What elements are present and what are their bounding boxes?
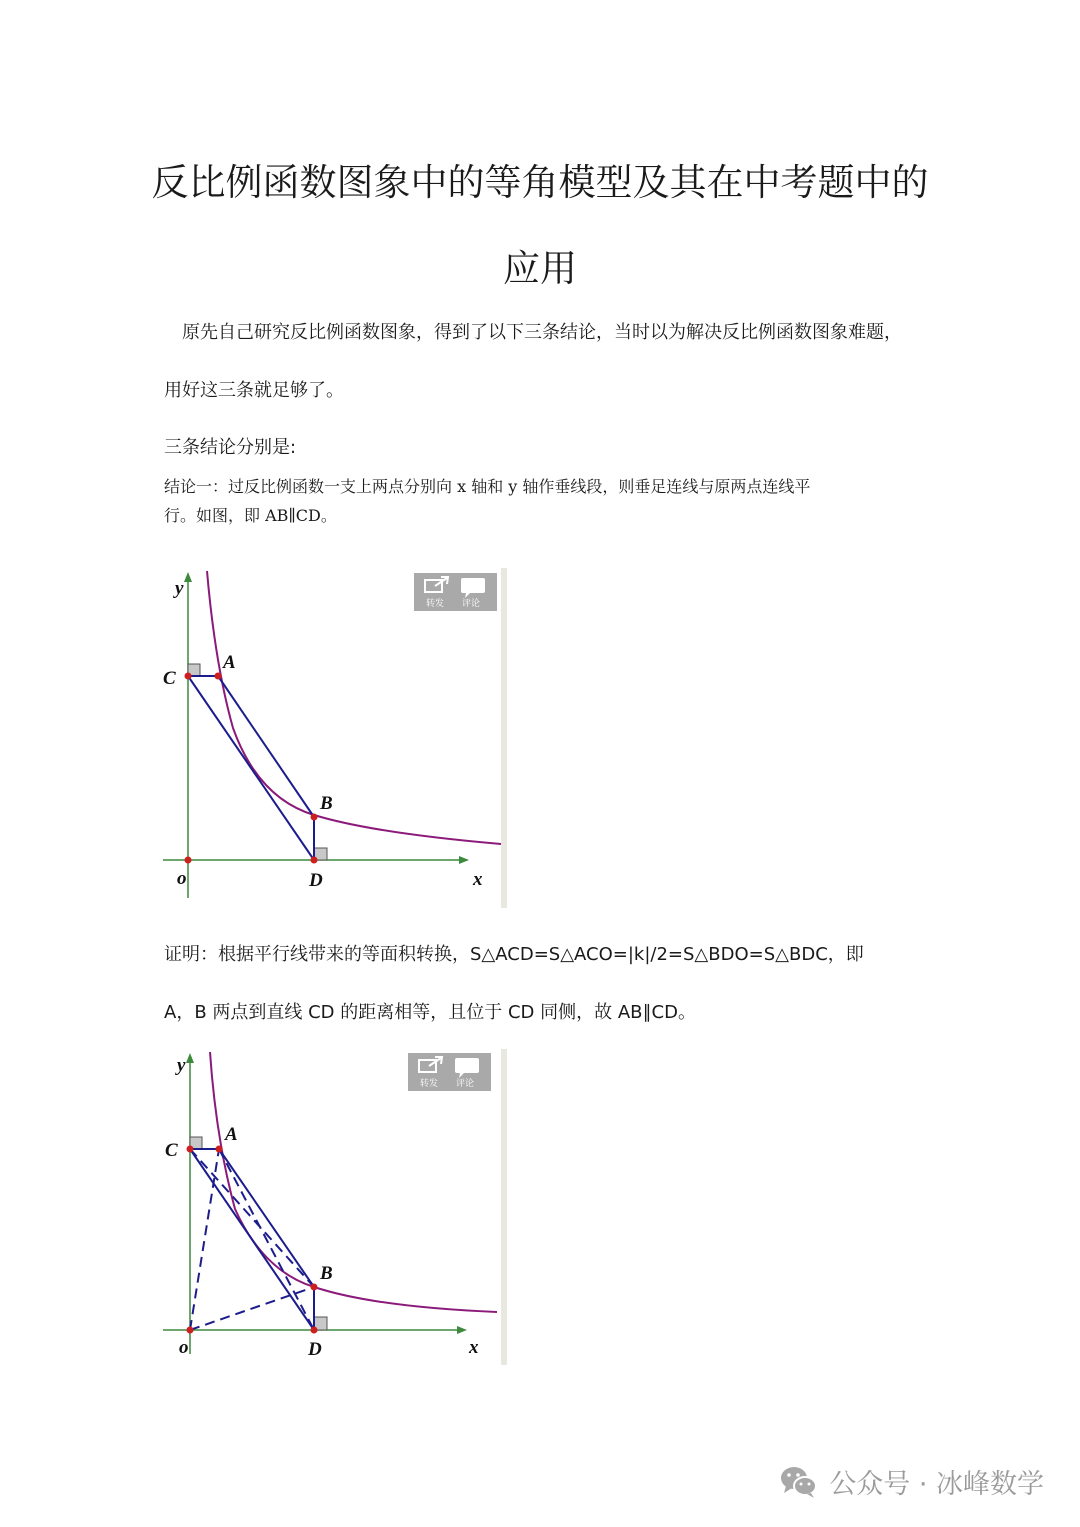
comment-label: 评论 (456, 1079, 475, 1089)
label-b: B (320, 793, 333, 814)
proof-line2: A，B 两点到直线 CD 的距离相等，且位于 CD 同侧，故 AB∥CD。 (164, 1002, 696, 1023)
label-x: x (473, 869, 483, 890)
label-d: D (309, 870, 323, 891)
label-a: A (225, 1124, 238, 1145)
point-b (311, 814, 318, 821)
conclusion-1-line2: 行。如图，即 AB∥CD。 (164, 506, 337, 525)
label-b: B (320, 1263, 333, 1284)
label-a: A (223, 652, 236, 673)
image-action-overlay[interactable] (408, 1053, 491, 1091)
point-a (215, 673, 222, 680)
footer-watermark (779, 1462, 1044, 1501)
point-d (311, 857, 318, 864)
point-o (185, 857, 192, 864)
intro-line2: 用好这三条就足够了。 (164, 380, 344, 401)
point-c (185, 673, 192, 680)
label-y: y (177, 1055, 186, 1076)
wechat-icon (779, 1464, 819, 1500)
conclusions-heading: 三条结论分别是: (164, 437, 297, 458)
conclusion-1 (164, 472, 934, 530)
label-c: C (163, 668, 176, 689)
label-c: C (165, 1140, 178, 1161)
proof-line1: 证明：根据平行线带来的等面积转换，S△ACD=S△ACO=|k|/2=S△BDO=S△BDC，即 (164, 944, 864, 965)
label-o: o (177, 868, 187, 889)
image-action-overlay[interactable] (414, 573, 497, 611)
share-label: 转发 (426, 599, 445, 609)
comment-label: 评论 (462, 599, 481, 609)
label-y: y (175, 578, 184, 599)
figure-1 (163, 568, 508, 908)
conclusion-1-line1: 结论一：过反比例函数一支上两点分别向 x 轴和 y 轴作垂线段，则垂足连线与原两点连线平 (164, 477, 811, 496)
page-title-line2: 应用 (503, 247, 577, 290)
label-x: x (469, 1337, 479, 1358)
point-d (311, 1327, 318, 1334)
point-a (216, 1146, 223, 1153)
figure-2 (163, 1049, 508, 1365)
label-d: D (308, 1339, 322, 1360)
footer-text: 公众号 · 冰峰数学 (829, 1469, 1044, 1500)
label-o: o (179, 1337, 189, 1358)
point-o (187, 1327, 194, 1334)
share-label: 转发 (420, 1079, 439, 1089)
point-b (311, 1284, 318, 1291)
intro-line1: 原先自己研究反比例函数图象，得到了以下三条结论，当时以为解决反比例函数图象难题， (182, 322, 902, 343)
point-c (187, 1146, 194, 1153)
page-title-line1: 反比例函数图象中的等角模型及其在中考题中的 (151, 161, 929, 204)
